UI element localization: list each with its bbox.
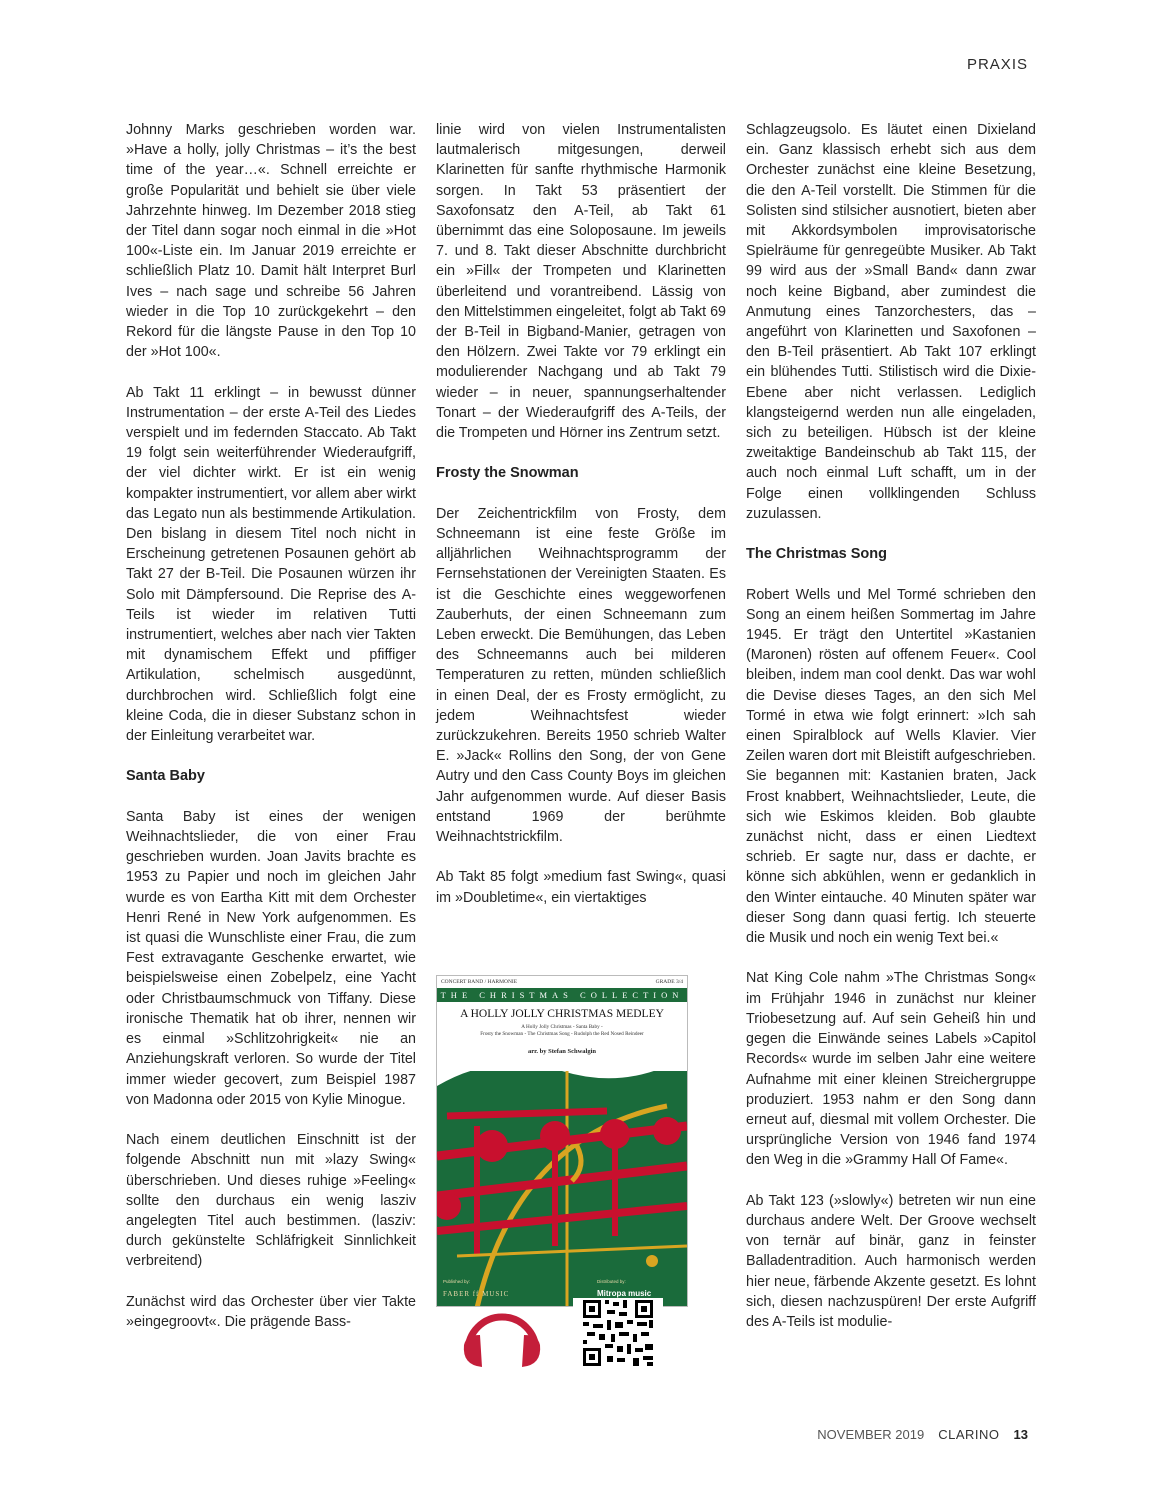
page-footer: [817, 1427, 1028, 1442]
cover-artwork: [437, 1046, 687, 1307]
paragraph: Schlagzeugsolo. Es läutet einen Dixieland ein. Ganz klassisch erhebt sich aus dem Orchester zunächst eine kleine Besetzung, die den A-Teil vorstellt. Die Stimmen für die Solisten sind stilsicher ausnotiert, bieten aber mit Akkordsymbolen improvisatorische Spielräume für genregeübte Musiker. Ab Takt 99 wird aus der »Small Band« dann zwar noch keine Bigband, aber zumindest die Anmutung eines Tanzorchesters, das – angeführt von Klarinetten und Saxofonen – den B-Teil präsentiert. Ab Takt 107 erklingt ein blühendes Tutti. Stilistisch wird die Dixie-Ebene aber nicht verlassen. Lediglich klangsteigernd werden nun alle eingeladen, sich zu beteiligen. Hübsch ist der kleine zweitaktige Bandeinschub ab Takt 115, der auch noch einmal Luft schafft, um in der Folge einen vollklingenden Schluss zuzulassen.: [746, 122, 1036, 522]
paragraph: Ab Takt 123 (»slowly«) betreten wir nun eine durchaus andere Welt. Der Groove wechselt von ternär auf binär, ganz in feinster Balladentradition. Auch harmonisch werden hier neue, färbende Akzente gesetzt. Es lohnt sich, diesen nachzuspüren! Der erste Aufgriff des A-Teils ist modulie-: [746, 1192, 1036, 1330]
paragraph: Santa Baby ist eines der wenigen Weihnachtslieder, die von einer Frau geschrieben wurden. Joan Javits brachte es 1953 zu Papier und noch im gleichen Jahr wurde es von Eartha Kitt mit dem Orchester Henri René in New York aufgenommen. Es ist quasi die Wunschliste einer Frau, die zum Fest extravagante Geschenke erwartet, wie beispielsweise einen Zobelpelz, eine Yacht oder Christbaumschmuck von Tiffany. Diese ironische Thematik hat ob ihrer, nennen wir es einmal »Schlitzohrigkeit« nie an Anziehungskraft verloren. So wurde der Titel immer wieder gecovert, zum Beispiel 1987 von Madonna oder 2015 von Kylie Minogue.: [126, 808, 416, 1108]
cover-published-by: Published by:: [443, 1279, 471, 1284]
sheet-music-cover-image: [436, 975, 688, 1307]
cover-grade: GRADE 3/4: [655, 979, 683, 985]
section-heading-christmas-song: The Christmas Song: [746, 546, 887, 563]
paragraph: Nat King Cole nahm »The Christmas Song« im Frühjahr 1946 in zunächst nur kleiner Triobesetzung auf. Auf sein Geheiß hin und gegen die Einwände seines Labels »Capitol Records« wurde im selben Jahr eine weitere Aufnahme mit einer kleinen Streichergruppe produziert. 1953 nahm er den Song dann erneut auf, diesmal mit vollem Orchester. Die ursprüngliche Version von 1946 fand 1974 den Weg in die »Grammy Hall Of Fame«.: [746, 970, 1036, 1169]
section-heading-santa-baby: Santa Baby: [126, 768, 205, 785]
cover-arranger: arr. by Stefan Schwalgin: [527, 1048, 597, 1055]
paragraph: Ab Takt 85 folgt »medium fast Swing«, quasi im »Doubletime«, ein viertaktiges: [436, 869, 726, 906]
page-number: 13: [1013, 1427, 1028, 1442]
cover-meta: [441, 979, 683, 985]
article-column-2: [436, 120, 726, 908]
headphones-icon: [460, 1305, 544, 1367]
article-column-3: [746, 120, 1036, 1332]
issue-date: NOVEMBER 2019: [817, 1427, 925, 1442]
paragraph: Nach einem deutlichen Einschnitt ist der folgende Abschnitt nun mit »lazy Swing« überschrieben. Und dieses ruhige »Feeling« sollte den durchaus ein wenig lasziv angelegten Titel auch bestimmen. (lasziv: durch gekünstelte Schläfrigkeit Sinnlichkeit verbreitend): [126, 1132, 416, 1270]
cover-song-list: [441, 1024, 683, 1038]
section-label: PRAXIS: [966, 56, 1028, 73]
paragraph: Der Zeichentrickfilm von Frosty, dem Schneemann ist eine feste Größe im alljährlichen Weihnachtsprogramm der Fernsehstationen der Vereinigten Staaten. Es ist die Geschichte eines weggeworfenen Zauberhuts, der einen Schneemann zum Leben erweckt. Die Bemühungen, das Leben des Schneemanns auch bei milderen Temperaturen zu retten, münden schließlich in einen Deal, der es Frosty ermöglicht, zu jedem Weihnachtsfest wieder zurückzukehren. Bereits 1950 schrieb Walter E. »Jack« Rollins den Song, der von Gene Autry und den Cass County Boys im gleichen Jahr aufgenommen wurde. Auf dieser Basis entstand 1969 der berühmte Weihnachtstrickfilm.: [436, 505, 726, 846]
distributor-logo: Mitropa music: [597, 1289, 652, 1298]
magazine-name: CLARINO: [938, 1427, 1000, 1442]
cover-series: CONCERT BAND / HARMONIE: [441, 979, 518, 985]
cover-songs-line: A Holly Jolly Christmas - Santa Baby -: [521, 1024, 603, 1030]
paragraph: Robert Wells und Mel Tormé schrieben den Song an einem heißen Sommertag im Jahre 1945. Er trägt den Untertitel »Kastanien (Maronen) rösten auf offenem Feuer«. Cool bleiben, indem man cool denkt. Das war wohl die Devise dieses Tages, an den sich Mel Tormé in etwa wie folgt erinnert: »Ich sah einen Spiralblock auf Wells Klavier. Vier Zeilen waren dort mit Bleistift aufgeschrieben. Sie begannen mit: Kastanien braten, Jack Frost knabbert, Weihnachtslieder, Leute, die sich wie Eskimos kleiden. Bob glaubte zunächst nicht, dass er einen Liedtext schrieb. Er sagte nur, dass er dachte, er könne sich abkühlen, wenn er gedanklich in den Winter eintauche. 40 Minuten später war dieser Song dann quasi fertig. Ich steuerte die Musik und noch ein wenig Text bei.«: [746, 586, 1036, 947]
section-heading-frosty: Frosty the Snowman: [436, 465, 579, 482]
qr-code[interactable]: [573, 1298, 663, 1366]
article-column-1: [126, 120, 416, 1332]
paragraph: Zunächst wird das Orchester über vier Takte »eingegroovt«. Die prägende Bass-: [126, 1293, 416, 1330]
cover-collection-band: THE CHRISTMAS COLLECTION: [437, 988, 687, 1002]
cover-distributed-by: Distributed by:: [597, 1279, 626, 1284]
cover-songs-line: Frosty the Snowman - The Christmas Song - Rudolph the Red Nosed Reindeer: [480, 1031, 644, 1037]
cover-header: [437, 976, 687, 1071]
publisher-logo: FABER ff MUSIC: [443, 1290, 510, 1298]
paragraph: Johnny Marks geschrieben worden war. »Have a holly, jolly Christmas – it’s the best time of the year…«. Schnell erreichte er große Popularität und behielt sie über viele Jahrzehnte hinweg. Im Dezember 2018 stieg der Titel dann sogar noch einmal in die »Hot 100«-Liste ein. Im Januar 2019 erreichte er schließlich Platz 10. Damit hält Interpret Burl Ives – nach sage und schreibe 56 Jahren wieder in die Top 10 zurückgekehrt – den Rekord für die längste Pause in den Top 10 der »Hot 100«.: [126, 122, 416, 361]
cover-title: A HOLLY JOLLY CHRISTMAS MEDLEY: [460, 1008, 664, 1020]
paragraph: Ab Takt 11 erklingt – in bewusst dünner Instrumentation – der erste A-Teil des Liedes verspielt und im federnden Staccato. Ab Takt 19 folgt sein weiterführender Wiederaufgriff, der viel dichter wirkt. Er ist ein wenig kompakter instrumentiert, vor allem aber wirkt das Legato nun als bestimmende Artikulation. Den bislang in diesem Titel noch nicht in Erscheinung getretenen Posaunen gehört ab Takt 27 der B-Teil. Die Posaunen würzen ihr Solo mit Dämpfersound. Die Reprise des A-Teils ist wieder im relativen Tutti instrumentiert, welches aber nach vier Takten mit dynamischem Effekt und pfiffiger Artikulation, schelmisch ausgedünnt, durchbrochen wird. Schließlich folgt eine kleine Coda, die in dieser Substanz schon in der Einleitung verarbeitet war.: [126, 384, 416, 745]
paragraph: linie wird von vielen Instrumentalisten lautmalerisch mitgesungen, derweil Klarinetten für sanfte rhythmische Harmonik sorgen. In Takt 53 präsentiert der Saxofonsatz den A-Teil, ab Takt 61 übernimmt das eine Soloposaune. Im jeweils 7. und 8. Takt dieser Abschnitte durchbricht ein »Fill« der Trompeten und Klarinetten überleitend und vorantreibend. Lässig von den Mittelstimmen eingeleitet, folgt ab Takt 69 der B-Teil in Bigband-Manier, getragen von den Hölzern. Zwei Takte vor 79 erklingt ein modulierender Nachgang und ab Takt 79 wieder – in neuer, spannungserhaltender Tonart – der Wiederaufgriff des A-Teils, der die Trompeten und Hörner ins Zentrum setzt.: [436, 122, 726, 442]
